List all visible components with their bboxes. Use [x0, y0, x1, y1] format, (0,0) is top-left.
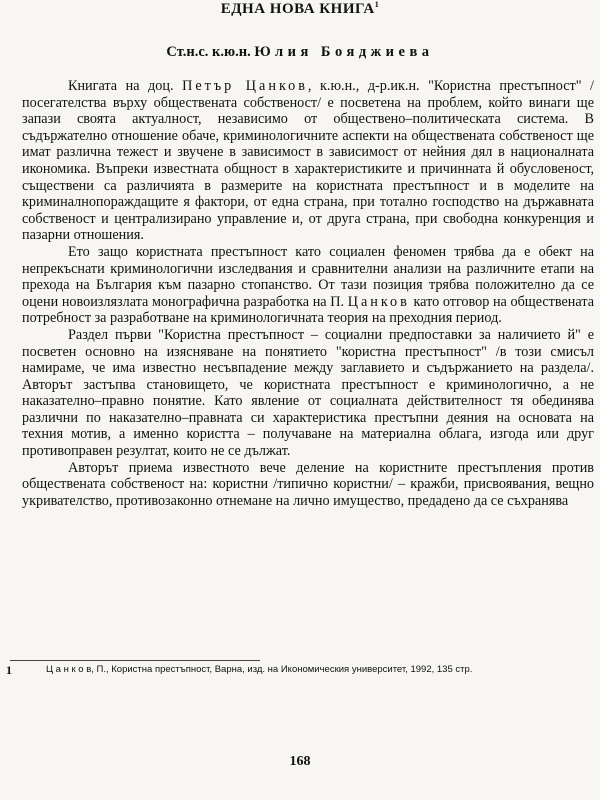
- paragraph-3: Раздел първи "Користна престъпност – социални предпоставки за наличието й" е посветен основно на изясняване на понятието "користна престъпност" /в този смисъл намираме, че има известно несъвпадение между заглавието и съдържанието на раздела/. Авторът застъпва становището, че користната престъпност е криминологично, а не наказателно–правно понятие. Като явление от социалната действителност тя обединява различни по наказателно–правната си характеристика престъпни деяния на основата на техния мотив, а именно користта – получаване на материална облага, изгода или друг противоправен резултат, които не се дължат.: [22, 326, 594, 460]
- footnote-mark: 1: [6, 663, 12, 677]
- paragraph-1: [22, 78, 594, 244]
- book-review-title: [0, 0, 600, 18]
- page-number: 168: [289, 754, 311, 769]
- paragraph-2: [22, 244, 594, 327]
- title-footnote-mark: 1: [374, 0, 380, 9]
- book-author-name: Петър Цанков: [182, 78, 308, 94]
- footnote: [6, 664, 588, 676]
- title-text: ЕДНА НОВА КНИГА: [220, 1, 375, 17]
- paragraph-2-rest: като отговор на обществената потребност за разработване на криминологичната теория на преходния период.: [22, 293, 594, 327]
- footnote-divider: [10, 660, 260, 661]
- author-line: [0, 44, 600, 61]
- paragraph-1-rest: , к.ю.н., д-р.ик.н. "Користна престъпност" /посегателства върху обществената собственост/ е посветена на проблем, който винаги ще запази своята актуалност, независимо от обществено–политическата система. В съдържателно отношение обаче, криминологичните аспекти на обществената собственост ще имат различна тежест и звучене в зависимост в зависимост от нейния дял в националната икономика. Въпреки известната общност в характеристиките и причинната й обусловеност, съществени са различията в размерите на користната престъпност и в моделите на криминалнопораждащите я фактори, от една страна, при тотално господство на държавната собственост и централизирано управление и, от друга страна, при свободна конкуренция и пазарни отношения.: [22, 78, 594, 244]
- author-prefix: Ст.н.с. к.ю.н.: [166, 44, 251, 60]
- paragraph-4: Авторът приема известното вече деление на користните престъпления против обществената собственост на: користни /типично користни/ – кражби, присвоявания, вещно укривателство, противозаконно отнемане на лично имущество, предадено да се съхранява: [22, 459, 594, 509]
- review-body: [22, 78, 594, 509]
- author-name: Юлия Бояджиева: [254, 44, 434, 60]
- book-author-surname: Цанков: [347, 293, 410, 310]
- paragraph-2-start: Ето защо користната престъпност като социален феномен трябва да е обект на непрекъснати криминологични изследвания и сравнителни анализи на различните етапи на прехода на България към пазарно стопанство. От тази позиция трябва положително да се оцени новоизлязлата монографична разработка на П.: [22, 243, 594, 310]
- footnote-text: Ц а н к о в, П., Користна престъпност, Варна, изд. на Икономическия университет, 1992, 135 стр.: [46, 664, 473, 675]
- paragraph-1-start: Книгата на доц.: [68, 78, 174, 94]
